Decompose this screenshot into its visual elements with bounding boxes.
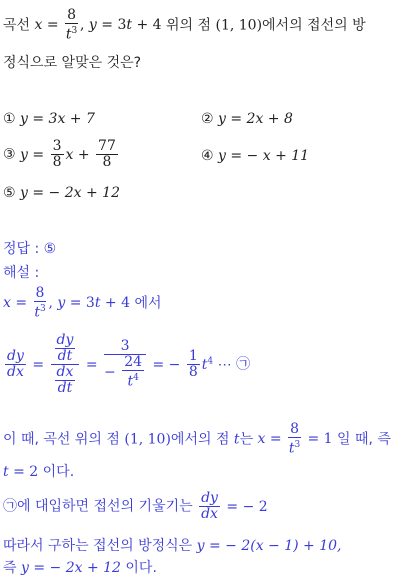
line-c-equation: $\frac{dy}{dx}$ = − 2 bbox=[201, 490, 268, 522]
line-a-point: (1, 10) bbox=[124, 431, 171, 448]
choice-3-number: ③ bbox=[3, 146, 16, 163]
line-a-text-2: 에서의 점 bbox=[170, 431, 230, 448]
choice-2-text: y = 2x + 8 bbox=[218, 111, 293, 127]
solution-line-b bbox=[3, 461, 74, 481]
solution-line-a bbox=[3, 422, 391, 457]
mark-circle-a: ㉠ bbox=[236, 356, 251, 373]
problem-mid: 위의 점 bbox=[166, 17, 212, 34]
problem-prefix: 곡선 bbox=[3, 17, 31, 34]
solution-param-line bbox=[3, 286, 162, 321]
choice-1[interactable] bbox=[3, 111, 95, 127]
choice-4-number: ④ bbox=[201, 148, 214, 164]
problem-suffix: 에서의 접선의 방 bbox=[262, 17, 366, 34]
choice-1-text: y = 3x + 7 bbox=[20, 111, 95, 127]
solution-label: 해설 : bbox=[3, 265, 40, 281]
solution-line-d bbox=[3, 535, 342, 555]
derivative-equation: $\frac{dy}{dx}$ = $\frac{\frac{dy}{dt}}{\frac{dx}{dt}}$ = 3 − $\frac{24}{t^4}$ = − $\frac{1}{8}$ $t^4$ ⋯ bbox=[7, 332, 237, 396]
solution-param-suffix: 에서 bbox=[134, 295, 162, 312]
choice-5-text: y = − 2x + 12 bbox=[20, 185, 120, 201]
choice-4-text: y = − x + 11 bbox=[218, 148, 310, 164]
choice-5-number: ⑤ bbox=[3, 185, 16, 201]
derivative-line bbox=[3, 333, 250, 396]
choice-3-text: y = $\frac{3}{8}$ x + $\frac{77}{8}$ bbox=[20, 138, 116, 170]
line-a-text-4: 일 때, 즉 bbox=[337, 431, 391, 448]
solution-line-c bbox=[3, 491, 268, 522]
solution-param-equation: x = $\frac{8}{t^3}$ , y = 3t + 4 bbox=[3, 285, 135, 321]
line-a-t: t bbox=[233, 431, 240, 448]
line-c-text: 에 대입하면 접선의 기울기는 bbox=[17, 498, 193, 515]
line-a-text-1: 이 때, 곡선 위의 점 bbox=[3, 431, 120, 448]
line-a-text-3: 는 bbox=[239, 431, 254, 448]
solution-line-e bbox=[3, 557, 157, 577]
param-x-equation: x = $\frac{8}{t^3}$ , y = 3t + 4 bbox=[34, 7, 166, 43]
choice-1-number: ① bbox=[3, 111, 16, 127]
problem-point: (1, 10) bbox=[215, 17, 263, 34]
answer-value: ⑤ bbox=[43, 241, 57, 257]
line-c-mark: ㉠ bbox=[3, 498, 17, 515]
choice-2[interactable] bbox=[201, 111, 293, 127]
line-e-text-1: 즉 bbox=[3, 560, 17, 576]
line-d-text: 따라서 구하는 접선의 방정식은 bbox=[3, 538, 193, 554]
line-e-equation: y = − 2x + 12 bbox=[20, 560, 121, 576]
line-b-text: 이다. bbox=[42, 464, 75, 480]
choice-3[interactable] bbox=[3, 139, 120, 170]
problem-line-1 bbox=[3, 8, 366, 43]
problem-line-2: 정식으로 알맞은 것은? bbox=[3, 55, 142, 71]
choice-2-number: ② bbox=[201, 111, 214, 127]
answer-label: 정답 : bbox=[3, 241, 40, 257]
answer-line bbox=[3, 238, 56, 258]
line-e-text-2: 이다. bbox=[125, 560, 157, 576]
line-a-equation: x = $\frac{8}{t^3}$ = 1 bbox=[257, 421, 338, 457]
line-d-equation: y = − 2(x − 1) + 10, bbox=[196, 538, 342, 554]
choice-4[interactable] bbox=[201, 148, 309, 164]
line-b-equation: t = 2 bbox=[3, 464, 39, 480]
choice-5[interactable] bbox=[3, 185, 120, 201]
